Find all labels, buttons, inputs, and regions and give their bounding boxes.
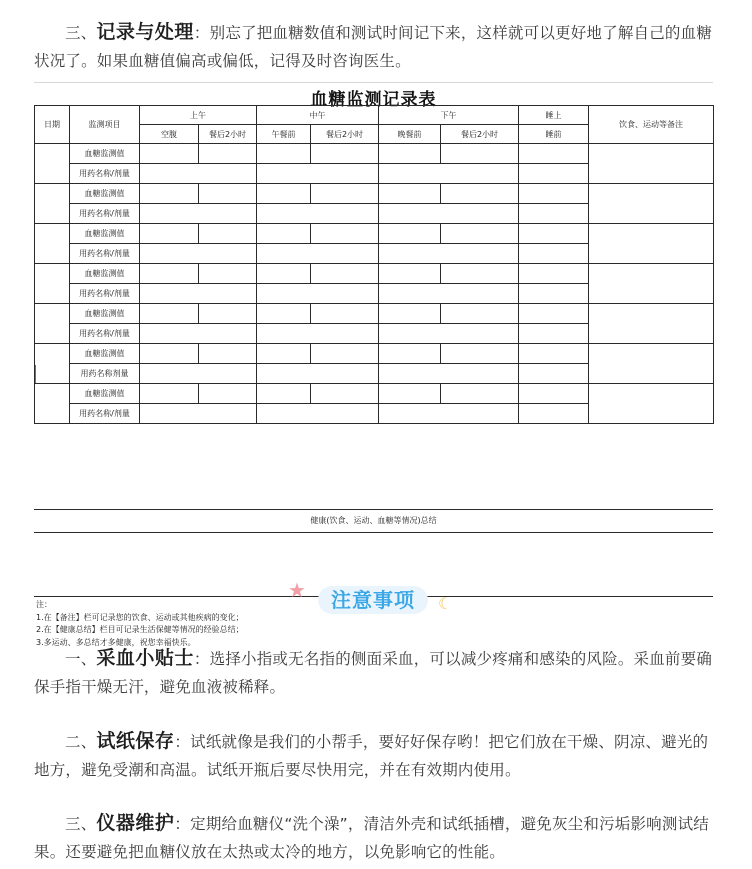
notes-cell[interactable] (589, 384, 714, 424)
date-cell[interactable] (35, 184, 70, 224)
date-cell[interactable] (35, 384, 70, 424)
heading-colon: ： (174, 815, 191, 833)
date-cell[interactable] (35, 144, 70, 184)
heading-colon: ： (193, 650, 210, 668)
notes-cell[interactable] (589, 304, 714, 344)
table-cell[interactable] (311, 304, 379, 324)
section-number: 三、 (65, 24, 97, 42)
subheader-before-dinner: 晚餐前 (379, 125, 441, 144)
table-cell[interactable] (257, 344, 311, 364)
notes-cell[interactable] (589, 224, 714, 264)
table-cell[interactable] (140, 364, 257, 384)
table-cell[interactable] (257, 204, 379, 224)
table-cell[interactable] (441, 344, 519, 364)
row-label: 用药名称/剂量 (70, 324, 140, 344)
table-cell[interactable] (519, 364, 589, 384)
section-number: 一、 (65, 650, 97, 668)
row-label: 用药名称/剂量 (70, 204, 140, 224)
section-strip-paragraph (34, 727, 716, 784)
moon-icon: ☾ (438, 594, 453, 613)
table-cell[interactable] (199, 144, 257, 164)
table-cell[interactable] (379, 264, 441, 284)
row-label: 用药名称/剂量 (70, 404, 140, 424)
table-cell[interactable] (519, 264, 589, 284)
notes-cell[interactable] (589, 264, 714, 304)
table-cell[interactable] (379, 224, 441, 244)
table-cell[interactable] (140, 404, 257, 424)
subheader-before-lunch: 午餐前 (257, 125, 311, 144)
section-body: 试纸就像是我们的小帮手，要好好保存哟！把它们放在干燥、阴凉、避光的地方，避免受潮和高温。试纸开瓶后要尽快用完，并在有效期内使用。 (34, 733, 709, 779)
header-notes: 饮食、运动等备注 (589, 106, 714, 144)
table-cell[interactable] (519, 304, 589, 324)
table-cell[interactable] (519, 384, 589, 404)
table-cell[interactable] (140, 144, 199, 164)
table-cell[interactable] (379, 184, 441, 204)
table-cell[interactable] (379, 384, 441, 404)
table-cell[interactable] (379, 244, 519, 264)
row-label: 用药名称剂量 (70, 364, 140, 384)
table-cell[interactable] (140, 324, 257, 344)
table-cell[interactable] (140, 184, 199, 204)
table-cell[interactable] (199, 224, 257, 244)
row-label: 血糖监测值 (70, 264, 140, 284)
date-cell[interactable] (35, 304, 70, 344)
notice-banner (288, 578, 468, 622)
section-body: 别忘了把血糖数值和测试时间记下来，这样就可以更好地了解自己的血糖状况了。如果血糖值偏高或偏低，记得及时咨询医生。 (34, 24, 713, 70)
table-cell[interactable] (379, 364, 519, 384)
table-cell[interactable] (140, 344, 199, 364)
heading-colon: ： (174, 733, 191, 751)
table-cell[interactable] (257, 304, 311, 324)
row-label: 用药名称/剂量 (70, 164, 140, 184)
table-cell[interactable] (379, 344, 441, 364)
table-cell[interactable] (379, 404, 519, 424)
heading-colon: ： (193, 24, 210, 42)
table-cell[interactable] (257, 224, 311, 244)
table-cell[interactable] (199, 344, 257, 364)
row-label: 血糖监测值 (70, 224, 140, 244)
section-number: 二、 (65, 733, 97, 751)
table-cell[interactable] (519, 284, 589, 304)
section-heading: 仪器维护 (96, 812, 175, 834)
table-cell[interactable] (140, 284, 257, 304)
banner-title: 注意事项 (331, 588, 415, 612)
record-table (34, 105, 714, 424)
star-icon: ★ (288, 578, 306, 602)
table-cell[interactable] (519, 224, 589, 244)
table-cell[interactable] (379, 324, 519, 344)
header-night: 睡上 (519, 106, 589, 125)
table-cell[interactable] (441, 264, 519, 284)
table-cell[interactable] (257, 144, 311, 164)
table-cell[interactable] (519, 244, 589, 264)
notes-line: 注： (36, 600, 52, 609)
table-cell[interactable] (140, 204, 257, 224)
date-cell[interactable] (35, 344, 70, 384)
table-cell[interactable] (379, 164, 519, 184)
table-cell[interactable] (379, 204, 519, 224)
row-label: 血糖监测值 (70, 144, 140, 164)
notes-cell[interactable] (589, 344, 714, 384)
notes-line: 3.多运动、多总结才多健康，祝您幸福快乐。 (36, 637, 196, 647)
table-cell[interactable] (519, 344, 589, 364)
table-cell[interactable] (441, 144, 519, 164)
section-heading: 记录与处理 (96, 21, 194, 43)
section-body: 定期给血糖仪“洗个澡”，清洁外壳和试纸插槽，避免灰尘和污垢影响测试结果。还要避免把血糖仪放在太热或太冷的地方，以免影响它的性能。 (34, 815, 709, 861)
table-cell[interactable] (140, 304, 199, 324)
section-heading: 试纸保存 (96, 730, 175, 752)
table-cell[interactable] (140, 244, 257, 264)
table-cell[interactable] (519, 164, 589, 184)
table-cell[interactable] (519, 404, 589, 424)
table-cell[interactable] (441, 304, 519, 324)
header-date: 日期 (35, 106, 70, 144)
section-blood-paragraph (34, 644, 716, 701)
table-cell[interactable] (257, 324, 379, 344)
sheet-notes (36, 599, 244, 649)
header-noon: 中午 (257, 106, 379, 125)
notes-cell[interactable] (589, 184, 714, 224)
table-cell[interactable] (199, 184, 257, 204)
row-label: 用药名称/剂量 (70, 284, 140, 304)
table-cell[interactable] (257, 364, 379, 384)
subheader-after-breakfast: 餐后2小时 (199, 125, 257, 144)
date-cell[interactable] (35, 224, 70, 264)
table-cell[interactable] (311, 144, 379, 164)
table-cell[interactable] (311, 184, 379, 204)
table-cell[interactable] (441, 184, 519, 204)
table-cell[interactable] (311, 344, 379, 364)
table-cell[interactable] (379, 304, 441, 324)
date-cell[interactable] (35, 264, 70, 304)
table-cell[interactable] (379, 144, 441, 164)
header-item: 监测项目 (70, 106, 140, 144)
table-cell[interactable] (519, 324, 589, 344)
table-cell[interactable] (379, 284, 519, 304)
table-cell[interactable] (257, 184, 311, 204)
row-label: 用药名称/剂量 (70, 244, 140, 264)
row-label: 血糖监测值 (70, 344, 140, 364)
section-number: 三、 (65, 815, 97, 833)
notes-cell[interactable] (589, 144, 714, 184)
notes-line: 2.在【健康总结】栏目可记录生活保健等情况的经验总结； (36, 625, 244, 634)
row-label: 血糖监测值 (70, 384, 140, 404)
table-cell[interactable] (257, 264, 311, 284)
table-cell[interactable] (519, 184, 589, 204)
notes-line: 1.在【备注】栏可记录您的饮食、运动或其他疾病的变化； (36, 612, 244, 622)
table-cell[interactable] (257, 244, 379, 264)
table-cell[interactable] (519, 144, 589, 164)
section-record-paragraph (34, 18, 716, 75)
sheet-title: 血糖监测记录表 (310, 90, 437, 110)
header-afternoon: 下午 (379, 106, 519, 125)
header-morning: 上午 (140, 106, 257, 125)
table-cell[interactable] (441, 384, 519, 404)
subheader-after-lunch: 餐后2小时 (311, 125, 379, 144)
table-cell[interactable] (519, 204, 589, 224)
table-cell[interactable] (199, 384, 257, 404)
table-cell[interactable] (140, 164, 257, 184)
table-cell[interactable] (311, 264, 379, 284)
table-cell[interactable] (257, 384, 311, 404)
row-label: 血糖监测值 (70, 304, 140, 324)
table-cell[interactable] (441, 224, 519, 244)
section-body: 选择小指或无名指的侧面采血，可以减少疼痛和感染的风险。采血前要确保手指干燥无汗，避免血液被稀释。 (34, 650, 713, 696)
row-label: 血糖监测值 (70, 184, 140, 204)
summary-header: 健康(饮食、运动、血糖等情况)总结 (34, 509, 713, 533)
table-cell[interactable] (199, 264, 257, 284)
table-cell[interactable] (140, 264, 199, 284)
subheader-fasting: 空腹 (140, 125, 199, 144)
table-cell[interactable] (140, 224, 199, 244)
subheader-bedtime: 睡前 (519, 125, 589, 144)
section-heading: 采血小贴士 (96, 647, 194, 669)
table-cell[interactable] (257, 284, 379, 304)
table-cell[interactable] (140, 384, 199, 404)
table-cell[interactable] (199, 304, 257, 324)
subheader-after-dinner: 餐后2小时 (441, 125, 519, 144)
table-cell[interactable] (257, 164, 379, 184)
table-cell[interactable] (311, 384, 379, 404)
section-meter-paragraph (34, 809, 716, 866)
table-cell[interactable] (311, 224, 379, 244)
table-cell[interactable] (257, 404, 379, 424)
